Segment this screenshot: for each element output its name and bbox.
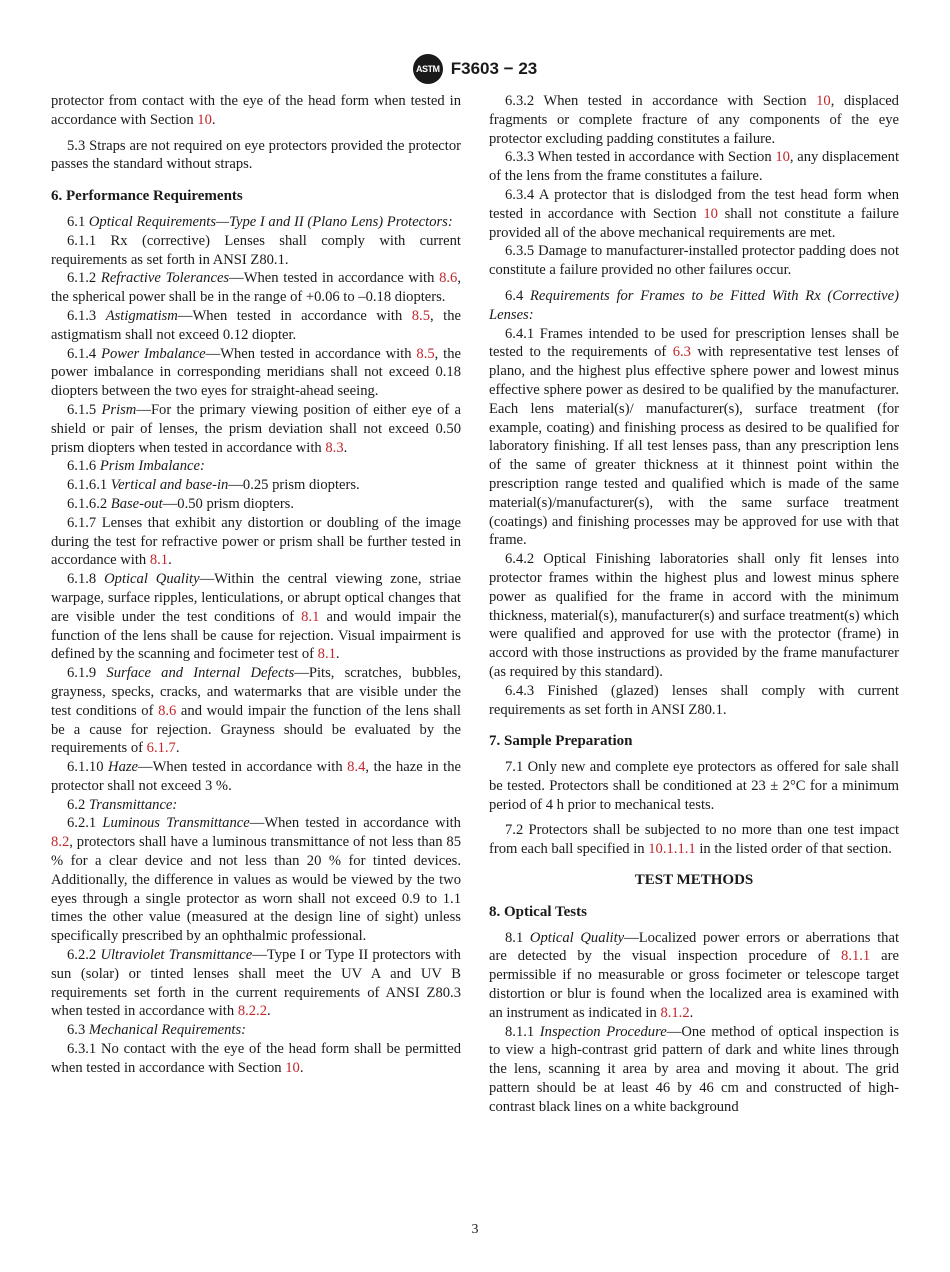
- ref-6-3[interactable]: 6.3: [672, 344, 691, 361]
- ref-section-10[interactable]: 10: [285, 1059, 300, 1076]
- paragraph-8-1: 8.1 Optical Quality—Localized power errors or aberrations that are detected by the visual inspection procedure of 8.1.1 are permissible if no measurable or gross focimeter or telescope target distortion or blur is found when the localized area is examined with an instrument as indicated in 8.1.2.: [489, 929, 900, 1021]
- paragraph-6-1-10: 6.1.10 Haze—When tested in accordance with 8.4, the haze in the protector shall not exceed 3 %.: [51, 759, 461, 794]
- paragraph-6-1-6-1: 6.1.6.1 Vertical and base-in—0.25 prism diopters.: [67, 477, 360, 494]
- ref-8-4[interactable]: 8.4: [347, 759, 366, 776]
- paragraph-8-1-1: 8.1.1 Inspection Procedure—One method of optical inspection is to view a high-contrast grid pattern of dark and white lines through the lens, scanning it area by area and moving it about. The grid pattern should be at least 46 by 46 cm and constructed of high-contrast black lines on a white background: [489, 1023, 900, 1115]
- ref-8-5[interactable]: 8.5: [411, 307, 430, 324]
- test-methods-heading: TEST METHODS: [634, 872, 754, 889]
- section-heading-7: 7. Sample Preparation: [489, 733, 633, 750]
- ref-section-10[interactable]: 10: [816, 93, 831, 109]
- ref-section-10[interactable]: 10: [775, 149, 790, 166]
- page-number: 3: [471, 1222, 479, 1237]
- paragraph-6-2: 6.2 Transmittance:: [67, 796, 178, 813]
- section-heading-8: 8. Optical Tests: [489, 903, 587, 920]
- ref-8-1[interactable]: 8.1: [149, 552, 169, 569]
- paragraph-7-2: 7.2 Protectors shall be subjected to no more than one test impact from each ball specified in 10.1.1.1 in the listed order of that section.: [489, 822, 899, 858]
- left-column: [51, 92, 461, 1078]
- paragraph-6-1-5: 6.1.5 Prism—For the primary viewing position of either eye of a shield or pair of lenses, the prism deviation shall not exceed 0.50 prism diopters when tested in accordance with 8.3.: [51, 401, 461, 456]
- ref-8-1-2[interactable]: 8.1.2: [660, 1004, 690, 1021]
- ref-8-1[interactable]: 8.1: [317, 646, 336, 663]
- paragraph-5-3: 5.3 Straps are not required on eye protectors provided the protector passes the standard without straps.: [51, 137, 461, 173]
- paragraph-6-3-3: 6.3.3 When tested in accordance with Section 10, any displacement of the lens from the frame constitutes a failure.: [489, 149, 899, 185]
- paragraph-5-2-continuation: protector from contact with the eye of the head form when tested in accordance with Section 10.: [51, 93, 461, 128]
- paragraph-6-3-4: 6.3.4 A protector that is dislodged from the test head form when tested in accordance with Section 10 shall not constitute a failure provided all of the above mechanical requirements are met.: [489, 186, 899, 241]
- ref-10-1-1-1[interactable]: 10.1.1.1: [648, 841, 696, 858]
- ref-6-1-7[interactable]: 6.1.7: [146, 740, 176, 757]
- paragraph-6-1-3: 6.1.3 Astigmatism—When tested in accordance with 8.5, the astigmatism shall not exceed 0.12 diopter.: [51, 307, 461, 343]
- paragraph-6-4-2: 6.4.2 Optical Finishing laboratories shall only fit lenses into protector frames within the highest plus and lowest minus sphere power as qualified for the frame in accord with the minimum thickness, material(s), manufacturer(s) and surface treatment(s) which were qualified and approved for use with the protector (frame) in accord with those instructions as provided by the frame manufacturer (as required by this standard).: [489, 551, 899, 680]
- ref-8-5[interactable]: 8.5: [416, 345, 435, 362]
- ref-8-1-1[interactable]: 8.1.1: [841, 948, 871, 965]
- paragraph-6-1-8: 6.1.8 Optical Quality—Within the central viewing zone, striae warpage, surface ripples, lenticulations, or abrupt optical changes that are visible under the test conditions of 8.1 and would impair the function of the lens shall be cause for rejection. Visual impairment is defined by the scanning and focimeter test of 8.1.: [51, 571, 461, 663]
- right-column: [489, 92, 899, 1117]
- paragraph-6-3-1: 6.3.1 No contact with the eye of the head form shall be permitted when tested in accordance with Section 10.: [51, 1041, 461, 1076]
- paragraph-6-1-6-2: 6.1.6.2 Base-out—0.50 prism diopters.: [67, 495, 295, 512]
- astm-logo-icon: ASTM: [413, 54, 443, 84]
- paragraph-6-4: 6.4 Requirements for Frames to be Fitted With Rx (Corrective) Lenses:: [489, 287, 899, 323]
- page-header: [0, 54, 950, 84]
- paragraph-6-3-5: 6.3.5 Damage to manufacturer-installed protector padding does not constitute a failure provided no other failures occur.: [489, 243, 899, 279]
- ref-8-6[interactable]: 8.6: [158, 702, 177, 719]
- paragraph-6-1: 6.1 Optical Requirements—Type I and II (Plano Lens) Protectors:: [67, 213, 453, 230]
- paragraph-6-2-2: 6.2.2 Ultraviolet Transmittance—Type I or Type II protectors with sun (solar) or tinted lenses shall meet the UV A and UV B requirements set forth in the current requirements of ANSI Z80.3 when tested in accordance with 8.2.2.: [51, 947, 461, 1020]
- paragraph-7-1: 7.1 Only new and complete eye protectors as offered for sale shall be tested. Protectors shall be conditioned at 23 ± 2°C for a minimum period of 4 h prior to mechanical tests.: [489, 759, 899, 813]
- paragraph-6-4-3: 6.4.3 Finished (glazed) lenses shall comply with current requirements as set forth in ANSI Z80.1.: [489, 682, 899, 718]
- paragraph-6-1-6: 6.1.6 Prism Imbalance:: [67, 458, 205, 475]
- ref-section-10[interactable]: 10: [703, 205, 718, 222]
- ref-8-2-2[interactable]: 8.2.2: [237, 1003, 267, 1020]
- ref-8-3[interactable]: 8.3: [325, 439, 344, 456]
- ref-8-6[interactable]: 8.6: [439, 270, 458, 287]
- paragraph-6-1-2: 6.1.2 Refractive Tolerances—When tested in accordance with 8.6, the spherical power shall be in the range of +0.06 to –0.18 diopters.: [51, 270, 461, 306]
- ref-section-10[interactable]: 10: [197, 111, 212, 128]
- section-heading-6: 6. Performance Requirements: [51, 188, 243, 205]
- paragraph-6-1-4: 6.1.4 Power Imbalance—When tested in accordance with 8.5, the power imbalance in corresponding meridians shall not exceed 0.18 diopters between the two eyes for straight-ahead seeing.: [51, 345, 461, 400]
- paragraph-6-4-1: 6.4.1 Frames intended to be used for prescription lenses shall be tested to the requirements of 6.3 with representative test lenses of plano, and the highest plus effective sphere power and lowest minus effective sphere power as desired to be qualified by the manufacturer. Each lens material(s)/ manufacturer(s), surface treatment (for example, coating) and finishing process as desired to be qualified for laboratory finishing. If all test lenses pass, than any prescription lens of the same of greater thickness at it thinnest point within the prescription range tested and qualified which is made of the same material(s)/manufacturer(s), with the same surface treatment (coatings) and finishing processes may be approved for use with that frame.: [489, 325, 899, 549]
- standard-designation: F3603 − 23: [450, 59, 538, 78]
- ref-8-2[interactable]: 8.2: [51, 834, 70, 851]
- ref-8-1[interactable]: 8.1: [301, 608, 320, 625]
- paragraph-6-3: 6.3 Mechanical Requirements:: [67, 1022, 246, 1039]
- paragraph-6-3-2: 6.3.2 When tested in accordance with Section 10, displaced fragments or complete fracture of any components of the eye protector excluding padding constitutes a failure.: [489, 93, 899, 147]
- paragraph-6-1-9: 6.1.9 Surface and Internal Defects—Pits, scratches, bubbles, grayness, specks, cracks, and watermarks that are visible under the test conditions of 8.6 and would impair the function of the lens shall be a cause for rejection. Grayness should be evaluated by the requirements of 6.1.7.: [51, 665, 461, 757]
- paragraph-6-1-7: 6.1.7 Lenses that exhibit any distortion or doubling of the image during the test for refractive power or prism shall be further tested in accordance with 8.1.: [51, 514, 461, 569]
- paragraph-6-2-1: 6.2.1 Luminous Transmittance—When tested in accordance with 8.2, protectors shall have a luminous transmittance of not less than 85 % for a clear device and not less than 20 % for tinted devices. Additionally, the difference in values as would be viewed by the two eyes through a single protector as worn shall not exceed 0.9 to 1.1 times the other value (measured at the design line of sight) unless specifically prescribed by an ophthalmic professional.: [51, 815, 461, 945]
- paragraph-6-1-1: 6.1.1 Rx (corrective) Lenses shall comply with current requirements as set forth in ANSI Z80.1.: [51, 232, 461, 268]
